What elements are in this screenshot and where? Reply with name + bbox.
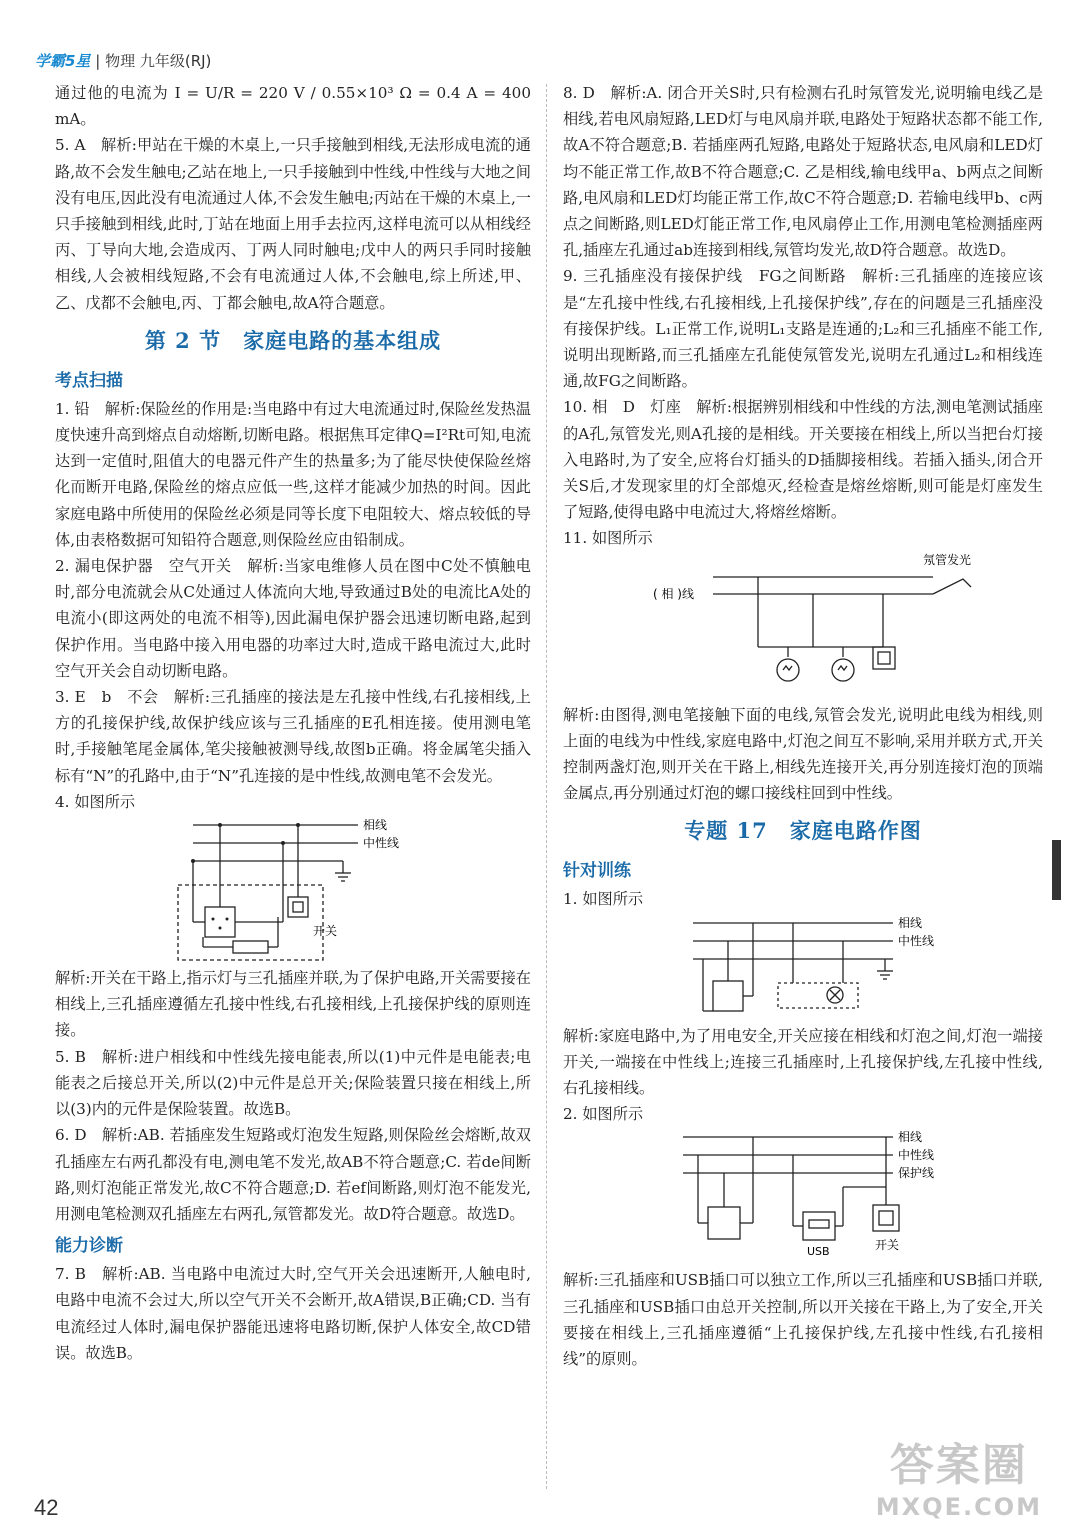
- neutral-wire-label: 中性线: [363, 836, 400, 851]
- paragraph: 解析:由图得,测电笔接触下面的电线,氖管会发光,说明此电线为相线,则上面的电线为中性线,家庭电路中,灯泡之间互不影响,采用并联方式,开关控制两盏灯泡,则开关在干路上,相线先连接开关,再分别连接灯泡的顶端金属点,再分别通过灯泡的螺口接线柱回到中性线。: [563, 705, 1043, 803]
- neon-glow-label: 氖管发光: [923, 552, 972, 567]
- live-wire-label: 相线: [898, 1130, 923, 1145]
- paragraph: 8. D 解析:A. 闭合开关S时,只有检测右孔时氖管发光,说明输电线乙是相线,若电风扇短路,LED灯与电风扇并联,电路处于短路状态都不能工作,故A不符合题意;B. 若插座两孔短路,电路处于短路状态,电风扇和LED灯均不能正常工作,故B不符合题意;C. 乙是相线,输电线甲a、b两点之间断路,电风扇和LED灯均能正常工作,故C不符合题意;D. 若输电线甲b、c两点之间断路,则LED灯能正常工作,电风扇停止工作,用测电笔检测插座两孔,插座左孔通过ab连接到相线,氖管均发光,故D符合题意。故选D。: [563, 84, 1043, 260]
- live-wire-label: 相线: [898, 915, 923, 930]
- paragraph: 2. 漏电保护器 空气开关 解析:当家电维修人员在图中C处不慎触电时,部分电流就会从C处通过人体流向大地,导致通过B处的电流比A处的电流小(即这两处的电流不相等),因此漏电保护器会迅速切断电路,起到保护作用。当电路中接入用电器的功率过大时,造成干路电流过大,此时空气开关会自动切断电路。: [55, 557, 531, 680]
- circuit-diagram-11: [613, 552, 993, 702]
- page-number: 42: [34, 1495, 59, 1520]
- watermark-url: MXQE.COM: [875, 1493, 1042, 1521]
- paragraph: 4. 如图所示: [55, 792, 136, 811]
- watermark-logo-text: 答案圈: [889, 1440, 1028, 1491]
- paragraph: 9. 三孔插座没有接保护线 FG之间断路 解析:三孔插座的连接应该是“左孔接中性线,右孔接相线,上孔接保护线”,存在的问题是三孔插座没有接保护线。L₁正常工作,说明L₁支路是连通的;L₂和三孔插座不能工作,说明出现断路,而三孔插座左孔能使氖管发光,说明左孔通过L₂和相线连通,故FG之间断路。: [563, 267, 1043, 391]
- paragraph: 1. 如图所示: [563, 890, 644, 909]
- paragraph: 11. 如图所示: [563, 529, 653, 548]
- paragraph: 解析:三孔插座和USB插口可以独立工作,所以三孔插座和USB插口并联,三孔插座和USB插口由总开关控制,所以开关接在干路上,为了安全,开关要接在相线上,三孔插座遵循“上孔接保护线,左孔接中性线,右孔接相线”的原则。: [563, 1271, 1043, 1369]
- paragraph: 5. B 解析:进户相线和中性线先接电能表,所以(1)中元件是电能表;电能表之后接总开关,所以(2)中元件是总开关;保险装置只接在相线上,所以(3)内的元件是保险装置。故选B。: [55, 1047, 531, 1119]
- edge-tab-marker: [1052, 840, 1061, 900]
- header-separator: |: [95, 52, 101, 70]
- usb-label: USB: [807, 1245, 830, 1259]
- switch-label: 开关: [313, 924, 338, 939]
- header-subject: 物理: [105, 52, 136, 70]
- ground-wire-label: 保护线: [898, 1166, 935, 1181]
- subheading: 考点扫描: [55, 370, 123, 391]
- switch-label: 开关: [875, 1238, 900, 1253]
- paragraph: 5. A 解析:甲站在干燥的木桌上,一只手接触到相线,无法形成电流的通路,故不会发生触电;乙站在地上,一只手接触到中性线,中性线与大地之间没有电压,因此没有电流通过人体,不会发生触电;丙站在干燥的木桌上,一只手接触到相线,此时,丁站在地面上用手去拉丙,这样电流可以从相线经丙、丁导向大地,会造成丙、丁两人同时触电;戊中人的两只手同时接触相线,人会被相线短路,不会有电流通过人体,不会触电,综上所述,甲、乙、戊都不会触电,丙、丁都会触电,故A符合题意。: [55, 136, 531, 312]
- wire-label: ( 相 )线: [653, 586, 694, 601]
- paragraph: 解析:家庭电路中,为了用电安全,开关应接在相线和灯泡之间,灯泡一端接开关,一端接在中性线上;连接三孔插座时,上孔接保护线,左孔接中性线,右孔接相线。: [563, 1026, 1043, 1098]
- neutral-wire-label: 中性线: [898, 933, 935, 948]
- column-divider: [546, 84, 547, 1489]
- paragraph: 1. 铅 解析:保险丝的作用是:当电路中有过大电流通过时,保险丝发热温度快速升高到熔点自动熔断,切断电路。根据焦耳定律Q=I²Rt可知,电流达到一定值时,阻值大的电器元件产生的热量多;为了能尽快使保险丝熔化而断开电路,保险丝的熔点应低一些,这样才能减少加热的时间。因此家庭电路中所使用的保险丝必须是同等长度下电阻较大、熔点较低的导体,由表格数据可知铅符合题意,则保险丝应由铅制成。: [55, 399, 531, 549]
- paragraph: 6. D 解析:AB. 若插座发生短路或灯泡发生短路,则保险丝会熔断,故双孔插座左右两孔都没有电,测电笔不发光,故AB不符合题意;C. 若de间断路,则灯泡能正常发光,故C不符合题意;D. 若ef间断路,则灯泡不能发光,用测电笔检测双孔插座左右两孔,氖管都发光。故D符合题意。故选D。: [55, 1126, 531, 1223]
- paragraph: 3. E b 不会 解析:三孔插座的接法是左孔接中性线,右孔接相线,上方的孔接保护线,故保护线应该与三孔插座的E孔相连接。使用测电笔时,手接触笔尾金属体,笔尖接触被测导线,故图b正确。将金属笔尖插入标有“N”的孔路中,由于“N”孔连接的是中性线,故测电笔不会发光。: [55, 688, 531, 785]
- paragraph: 解析:开关在干路上,指示灯与三孔插座并联,为了保护电路,开关需要接在相线上,三孔插座遵循左孔接中性线,右孔接相线,上孔接保护线的原则连接。: [55, 969, 531, 1040]
- subheading: 针对训练: [563, 861, 631, 882]
- circuit-diagram-topic-1: [653, 913, 953, 1023]
- brand-logo: 学霸5星: [35, 52, 91, 70]
- right-column: [563, 80, 1043, 1372]
- neutral-wire-label: 中性线: [898, 1148, 935, 1163]
- header-grade: 九年级(RJ): [139, 52, 212, 70]
- circuit-diagram-topic-2: [643, 1127, 963, 1267]
- watermark: [876, 1429, 1042, 1521]
- paragraph: 7. B 解析:AB. 当电路中电流过大时,空气开关会迅速断开,人触电时,电路中电流不会过大,所以空气开关不会断开,故A错误,B正确;CD. 当有电流经过人体时,漏电保护器能迅速将电路切断,保护人体安全,故CD错误。故选B。: [55, 1265, 531, 1362]
- paragraph: 2. 如图所示: [563, 1105, 644, 1124]
- paragraph: 通过他的电流为 I = U/R = 220 V / 0.55×10³ Ω = 0.4 A = 400 mA。: [55, 84, 531, 129]
- section-heading: 第 2 节 家庭电路的基本组成: [144, 327, 442, 353]
- live-wire-label: 相线: [363, 818, 388, 833]
- topic-heading: 专题 17 家庭电路作图: [684, 818, 922, 844]
- running-header: [35, 50, 211, 71]
- circuit-diagram-4: [173, 815, 413, 965]
- left-column: [55, 80, 531, 1366]
- paragraph: 10. 相 D 灯座 解析:根据辨别相线和中性线的方法,测电笔测试插座的A孔,氖管发光,则A孔接的是相线。开关要接在相线上,所以当把台灯接入电路时,为了安全,应将台灯插头的D插脚接相线。若插入插头,闭合开关S后,才发现家里的灯全部熄灭,经检查是熔丝熔断,则可能是灯座发生了短路,使得电路中电流过大,将熔丝熔断。: [563, 398, 1043, 522]
- subheading: 能力诊断: [55, 1236, 123, 1257]
